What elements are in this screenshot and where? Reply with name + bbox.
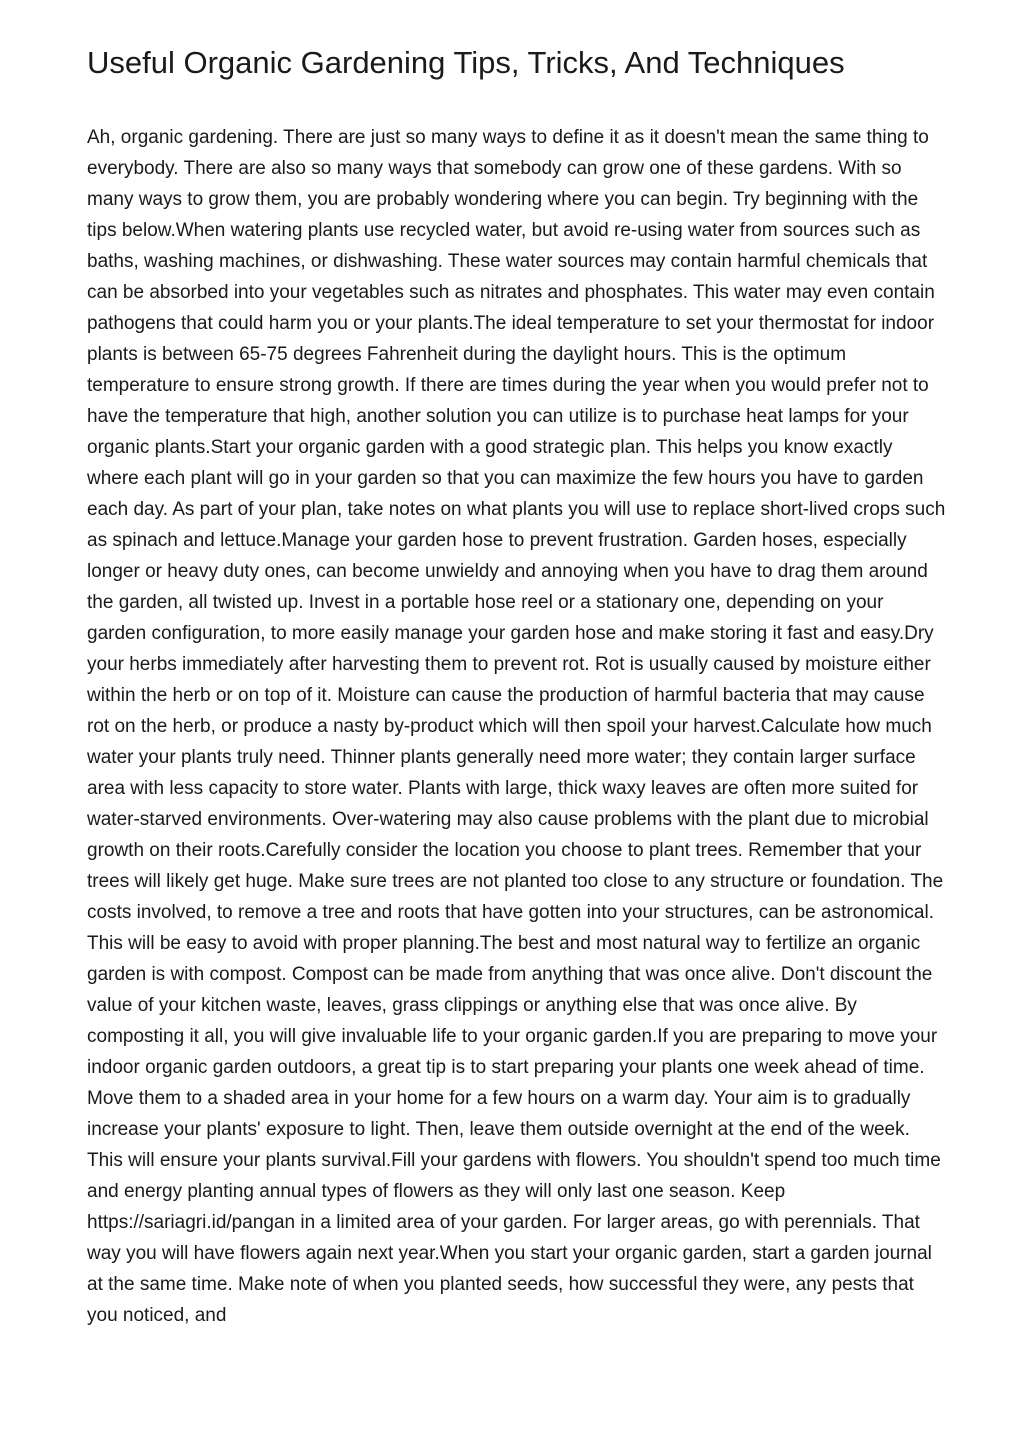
document-page [87, 40, 947, 1331]
document-body-text: Ah, organic gardening. There are just so many ways to define it as it doesn't mean the same thing to everybody. There are also so many ways that somebody can grow one of these gardens. With so many ways to grow them, you are probably wondering where you can begin. Try beginning with the tips below.When watering plants use recycled water, but avoid re-using water from sources such as baths, washing machines, or dishwashing. These water sources may contain harmful chemicals that can be absorbed into your vegetables such as nitrates and phosphates. This water may even contain pathogens that could harm you or your plants.The ideal temperature to set your thermostat for indoor plants is between 65-75 degrees Fahrenheit during the daylight hours. This is the optimum temperature to ensure strong growth. If there are times during the year when you would prefer not to have the temperature that high, another solution you can utilize is to purchase heat lamps for your organic plants.Start your organic garden with a good strategic plan. This helps you know exactly where each plant will go in your garden so that you can maximize the few hours you have to garden each day. As part of your plan, take notes on what plants you will use to replace short-lived crops such as spinach and lettuce.Manage your garden hose to prevent frustration. Garden hoses, especially longer or heavy duty ones, can become unwieldy and annoying when you have to drag them around the garden, all twisted up. Invest in a portable hose reel or a stationary one, depending on your garden configuration, to more easily manage your garden hose and make storing it fast and easy.Dry your herbs immediately after harvesting them to prevent rot. Rot is usually caused by moisture either within the herb or on top of it. Moisture can cause the production of harmful bacteria that may cause rot on the herb, or produce a nasty by-product which will then spoil your harvest.Calculate how much water your plants truly need. Thinner plants generally need more water; they contain larger surface area with less capacity to store water. Plants with large, thick waxy leaves are often more suited for water-starved environments. Over-watering may also cause problems with the plant due to microbial growth on their roots.Carefully consider the location you choose to plant trees. Remember that your trees will likely get huge. Make sure trees are not planted too close to any structure or foundation. The costs involved, to remove a tree and roots that have gotten into your structures, can be astronomical. This will be easy to avoid with proper planning.The best and most natural way to fertilize an organic garden is with compost. Compost can be made from anything that was once alive. Don't discount the value of your kitchen waste, leaves, grass clippings or anything else that was once alive. By composting it all, you will give invaluable life to your organic garden.If you are preparing to move your indoor organic garden outdoors, a great tip is to start preparing your plants one week ahead of time. Move them to a shaded area in your home for a few hours on a warm day. Your aim is to gradually increase your plants' exposure to light. Then, leave them outside overnight at the end of the week. This will ensure your plants survival.Fill your gardens with flowers. You shouldn't spend too much time and energy planting annual types of flowers as they will only last one season. Keep https://sariagri.id/pangan in a limited area of your garden. For larger areas, go with perennials. That way you will have flowers again next year.When you start your organic garden, start a garden journal at the same time. Make note of when you planted seeds, how successful they were, any pests that you noticed, and [87, 127, 946, 1326]
document-title: Useful Organic Gardening Tips, Tricks, And Techniques [87, 45, 845, 80]
